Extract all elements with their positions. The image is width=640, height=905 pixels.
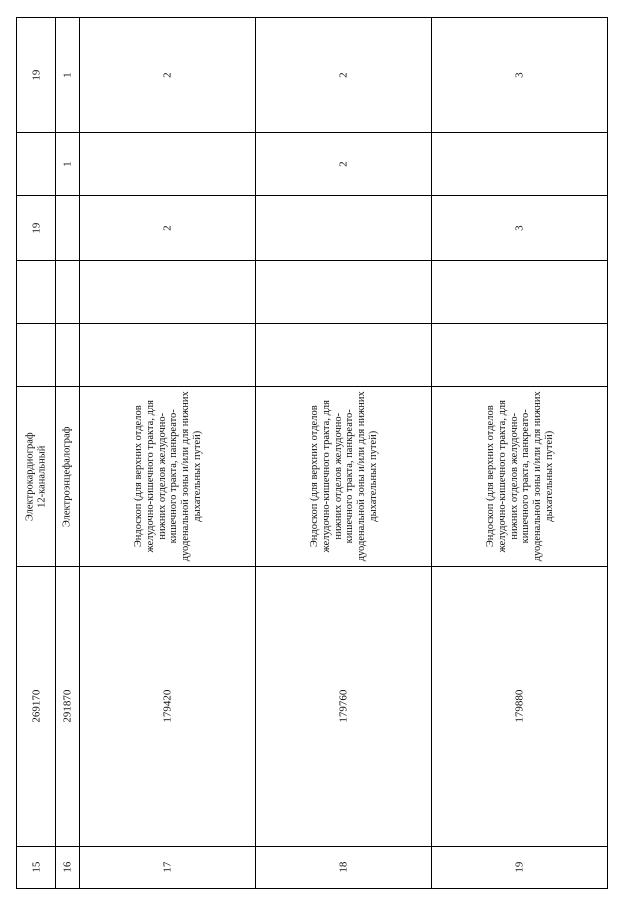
- table-cell-name: [80, 387, 255, 566]
- table-cell-c4: [256, 196, 431, 260]
- table-horizontal-rule: [16, 888, 608, 889]
- table-vertical-rule: [607, 17, 608, 889]
- table-cell-code: [17, 567, 55, 846]
- table-cell-text: Эндоскоп (для верхних отделов желудочно-кишечного тракта, для нижних отделов желудочно-кишечного тракта, панкреато-дуоденальной зоны и/или для нижних дыхательных путей): [308, 391, 378, 562]
- table-cell-c6: [17, 18, 55, 132]
- table-cell-c4: [80, 196, 255, 260]
- table-cell-c4: [17, 196, 55, 260]
- table-cell-id: [256, 847, 431, 888]
- table-cell-text: 179420: [161, 690, 174, 723]
- table-cell-c5: [432, 133, 607, 195]
- table-cell-c4: [432, 196, 607, 260]
- table-cell-c6: [56, 18, 79, 132]
- table-cell-c5: [56, 133, 79, 195]
- table-cell-text: Эндоскоп (для верхних отделов желудочно-кишечного тракта, для нижних отделов желудочно-кишечного тракта, панкреато-дуоденальной зоны и/или для нижних дыхательных путей): [132, 391, 202, 562]
- table-cell-c2: [17, 324, 55, 386]
- table-cell-text: 3: [513, 225, 526, 231]
- table-cell-text: 19: [29, 222, 42, 234]
- table-cell-text: 15: [29, 862, 42, 873]
- table-cell-text: 179880: [513, 690, 526, 723]
- table-cell-id: [80, 847, 255, 888]
- table-cell-text: 2: [337, 72, 350, 78]
- table-cell-id: [56, 847, 79, 888]
- table-cell-code: [256, 567, 431, 846]
- table-cell-c6: [256, 18, 431, 132]
- table-cell-id: [432, 847, 607, 888]
- table-cell-text: Электрокардиограф 12-канальный: [24, 432, 48, 521]
- table-cell-text: 17: [161, 862, 174, 873]
- table-cell-c3: [56, 261, 79, 323]
- table-cell-text: 2: [337, 161, 350, 167]
- table-cell-c2: [432, 324, 607, 386]
- table-cell-name: [17, 387, 55, 566]
- table-cell-c5: [17, 133, 55, 195]
- table-cell-c3: [17, 261, 55, 323]
- table-cell-text: 1: [61, 161, 74, 167]
- table-cell-c5: [80, 133, 255, 195]
- table-cell-c3: [432, 261, 607, 323]
- table-cell-c3: [80, 261, 255, 323]
- table-cell-c3: [256, 261, 431, 323]
- table-cell-text: 3: [513, 72, 526, 78]
- table-cell-code: [432, 567, 607, 846]
- table-cell-name: [432, 387, 607, 566]
- table-cell-text: 2: [161, 72, 174, 78]
- table-cell-name: [256, 387, 431, 566]
- table-cell-c2: [80, 324, 255, 386]
- table-cell-text: 2: [161, 225, 174, 231]
- table-cell-c6: [432, 18, 607, 132]
- table-cell-text: 269170: [29, 690, 42, 723]
- table-cell-text: 19: [29, 69, 42, 81]
- table-cell-c6: [80, 18, 255, 132]
- table-cell-c4: [56, 196, 79, 260]
- table-cell-code: [80, 567, 255, 846]
- table-cell-c2: [56, 324, 79, 386]
- table-cell-name: [56, 387, 79, 566]
- table-cell-id: [17, 847, 55, 888]
- table-cell-text: 179760: [337, 690, 350, 723]
- table-cell-c5: [256, 133, 431, 195]
- table-cell-text: 291870: [61, 690, 74, 723]
- table-cell-text: 1: [61, 72, 74, 78]
- table-cell-text: 19: [513, 862, 526, 873]
- table-cell-text: Электроэнцефалограф: [61, 426, 73, 527]
- table-cell-c2: [256, 324, 431, 386]
- table-cell-code: [56, 567, 79, 846]
- table-cell-text: Эндоскоп (для верхних отделов желудочно-кишечного тракта, для нижних отделов желудочно-кишечного тракта, панкреато-дуоденальной зоны и/или для нижних дыхательных путей): [484, 391, 554, 562]
- table-cell-text: 18: [337, 862, 350, 873]
- table-cell-text: 16: [61, 862, 74, 873]
